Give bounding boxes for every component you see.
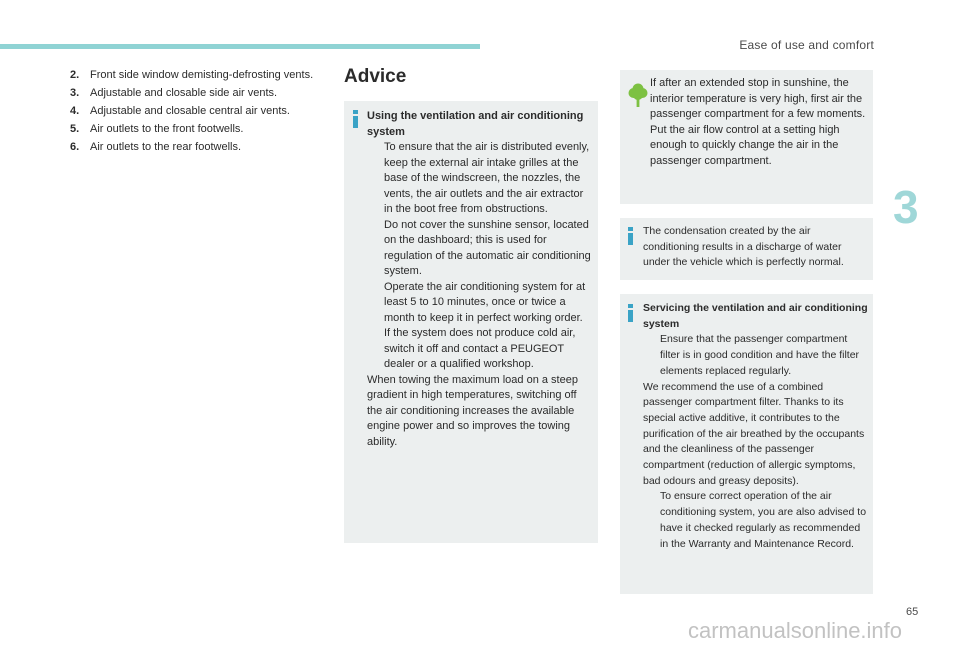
list-item: 4. Adjustable and closable central air vents. — [70, 105, 290, 117]
eco-text-1: If after an extended stop in sunshine, the interior temperature is very high, first air the passenger compartment for a few moments. — [650, 77, 866, 120]
watermark: carmanualsonline.info — [688, 618, 903, 643]
section-title: Ease of use and comfort — [739, 38, 874, 52]
bullet-item: Operate the air conditioning system for at least 5 to 10 minutes, once or twice a month to keep it in perfect working order. — [384, 280, 586, 324]
list-item: 5. Air outlets to the front footwells. — [70, 123, 244, 135]
eco-tree-icon — [628, 82, 648, 108]
filter-paragraph: We recommend the use of a combined passenger compartment filter. Thanks to its special active additive, it contributes to the purification of the air breathed by the occupants and the cleanliness of the passenger compartment (reduction of allergic symptoms, bad odours and greasy deposits). — [643, 380, 865, 487]
condensation-info-box — [620, 218, 873, 280]
towing-paragraph: When towing the maximum load on a steep gradient in high temperatures, switching off the air conditioning increases the available engine power and so improves the towing ability. — [367, 373, 578, 448]
box-heading: Servicing the ventilation and air conditioning system — [643, 302, 868, 330]
chapter-number: 3 — [893, 181, 919, 233]
ventilation-advice-box — [344, 101, 598, 543]
advice-heading: Advice — [344, 66, 407, 87]
bullet-item: To ensure that the air is distributed evenly, keep the external air intake grilles at the base of the windscreen, the nozzles, the vents, the air outlets and the air extractor in the boot free from obstructions. — [384, 141, 590, 215]
condensation-text: The condensation created by the air conditioning results in a discharge of water under the vehicle which is perfectly normal. — [643, 225, 844, 268]
vent-list — [70, 68, 332, 158]
servicing-info-box — [620, 294, 873, 594]
box-heading: Using the ventilation and air conditioning system — [367, 110, 584, 138]
page-number: 65 — [906, 606, 919, 618]
list-item: 6. Air outlets to the rear footwells. — [70, 141, 242, 153]
list-item: 3. Adjustable and closable side air vents. — [70, 87, 278, 99]
header-accent-bar — [0, 44, 480, 49]
list-item: 2. Front side window demisting-defrosting vents. — [70, 69, 314, 81]
eco-text-2: Put the air flow control at a setting high enough to quickly change the air in the passenger compartment. — [650, 123, 840, 167]
bullet-item: Do not cover the sunshine sensor, located on the dashboard; this is used for regulation of the automatic air conditioning system. — [384, 218, 591, 277]
bullet-item: Ensure that the passenger compartment filter is in good condition and have the filter elements replaced regularly. — [660, 333, 860, 377]
bullet-item: If the system does not produce cold air, switch it off and contact a PEUGEOT dealer or a qualified workshop. — [384, 327, 576, 370]
eco-advice-box — [620, 70, 873, 204]
bullet-item: To ensure correct operation of the air conditioning system, you are also advised to have it checked regularly as recommended in the Warranty and Maintenance Record. — [660, 490, 867, 550]
